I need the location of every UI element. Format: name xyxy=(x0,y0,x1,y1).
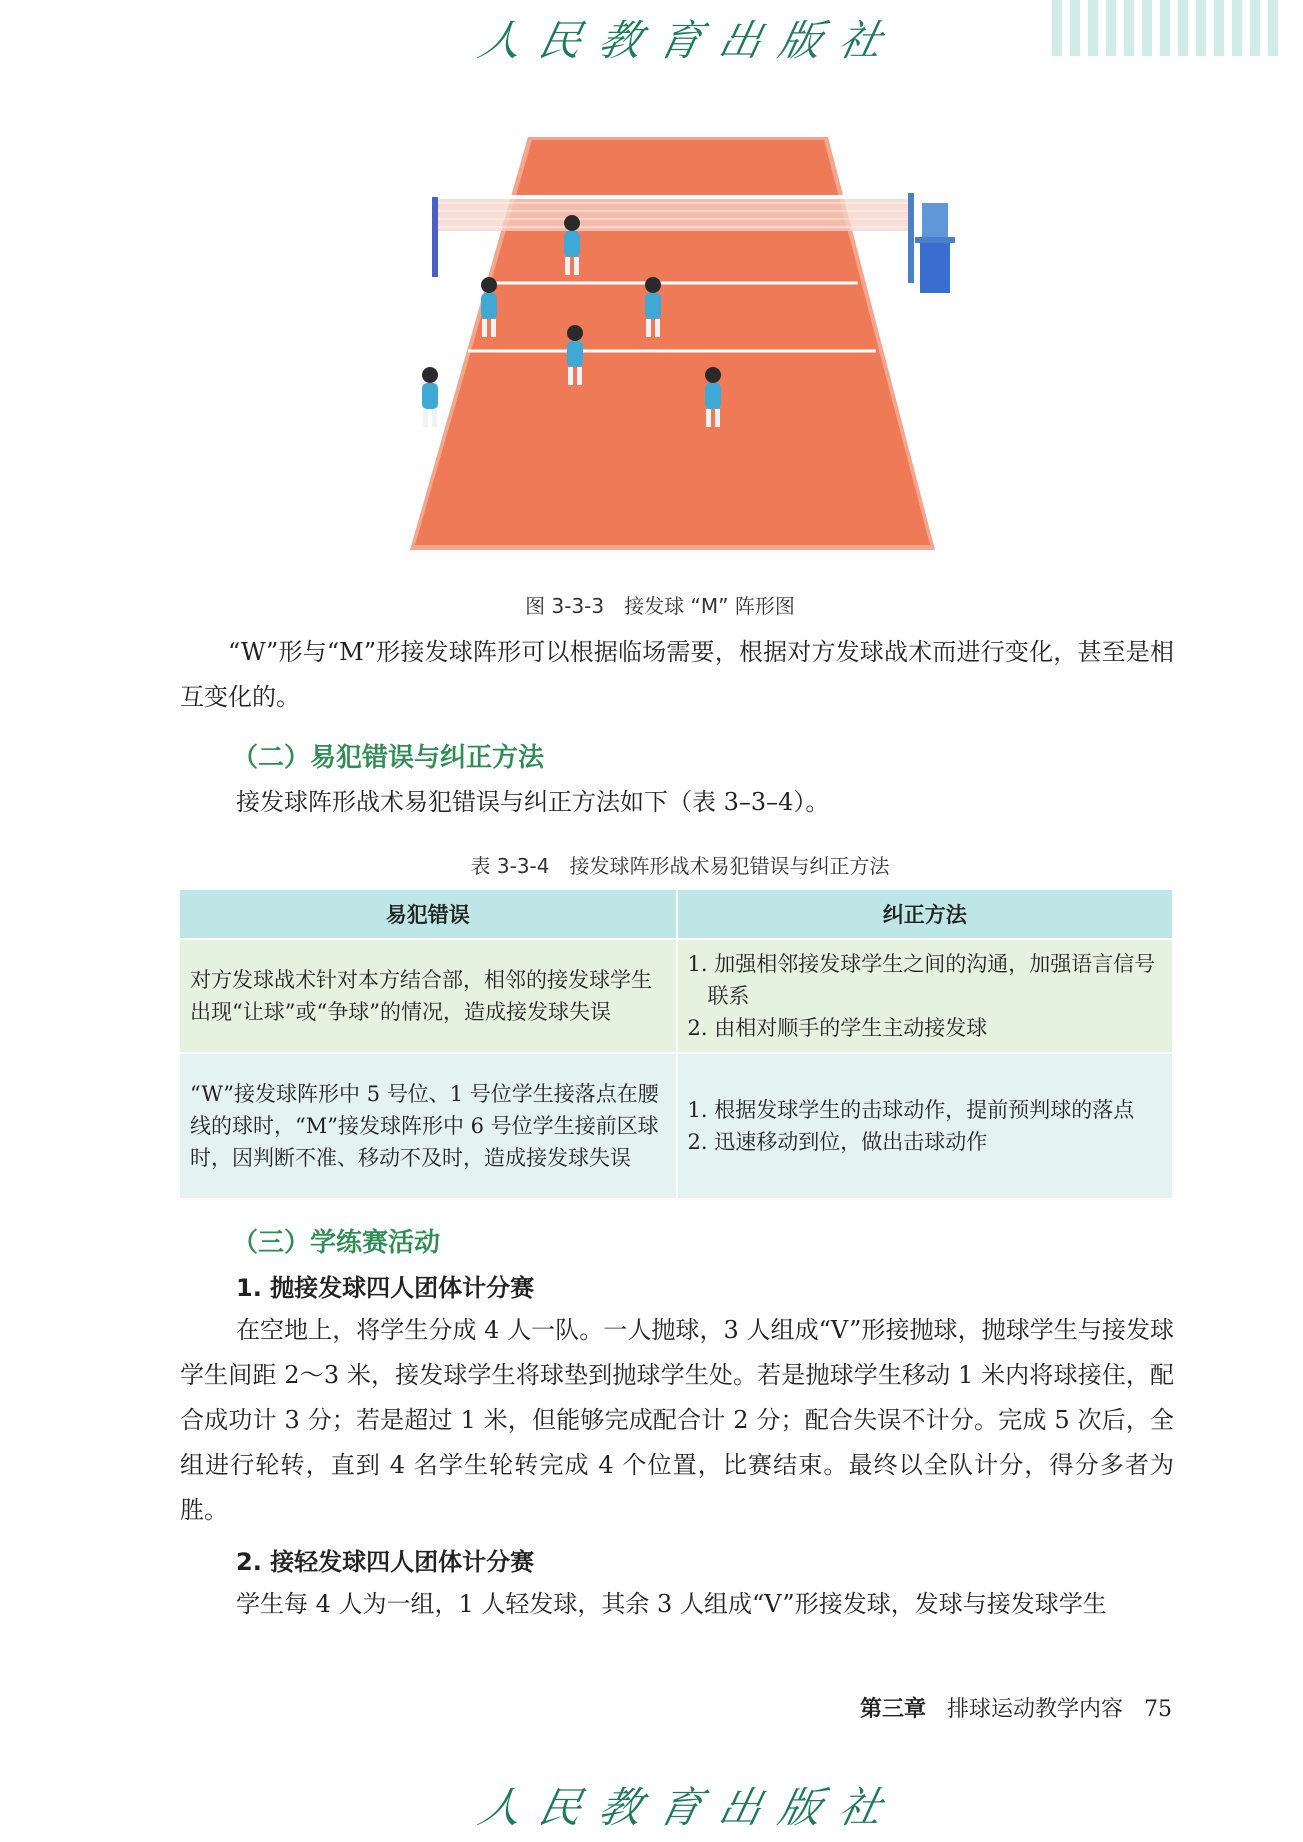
footer-chapter: 第三章 xyxy=(860,1697,927,1722)
figure-caption: 图 3-3-3 接发球 “M” 阵形图 xyxy=(525,594,795,618)
fix-item: 2. 迅速移动到位，做出击球动作 xyxy=(687,1130,988,1154)
net xyxy=(432,197,912,231)
net-top-band xyxy=(432,195,912,199)
net-pole-left xyxy=(432,197,438,277)
table-cell-error: 对方发球战术针对本方结合部，相邻的接发球学生出现“让球”或“争球”的情况，造成接发球失误 xyxy=(180,939,677,1053)
page-footer xyxy=(860,1692,1172,1723)
volleyball-court-figure xyxy=(400,125,960,560)
fix-item: 1. 加强相邻接发球学生之间的沟通，加强语言信号联系 xyxy=(687,952,1156,1008)
table-header-fix: 纠正方法 xyxy=(677,890,1173,939)
footer-chapter-title: 排球运动教学内容 xyxy=(947,1697,1124,1722)
table-cell-fix xyxy=(677,1053,1173,1198)
publisher-logo-bottom: 人民教育出版社 xyxy=(474,1783,905,1832)
table-row xyxy=(180,1053,1173,1198)
referee-stand xyxy=(915,203,955,293)
publisher-logo-top: 人民教育出版社 xyxy=(474,16,905,65)
page-number: 75 xyxy=(1144,1697,1173,1722)
net-pole-right xyxy=(908,193,914,283)
activity-2-text: 学生每 4 人为一组，1 人轻发球，其余 3 人组成“V”形接发球，发球与接发球学生 xyxy=(236,1590,1107,1618)
table-header-error: 易犯错误 xyxy=(180,890,677,939)
fix-item: 2. 由相对顺手的学生主动接发球 xyxy=(687,1016,988,1040)
player-5 xyxy=(422,367,438,427)
fix-item: 1. 根据发球学生的击球动作，提前预判球的落点 xyxy=(687,1098,1135,1122)
activity-1-title: 1. 抛接发球四人团体计分赛 xyxy=(236,1274,535,1302)
table-cell-fix xyxy=(677,939,1173,1053)
section-title-activities: （三）学练赛活动 xyxy=(232,1228,441,1258)
table-row xyxy=(180,939,1173,1053)
header-stripes xyxy=(1052,0,1278,56)
section-title-errors: （二）易犯错误与纠正方法 xyxy=(232,743,545,773)
table-caption: 表 3-3-4 接发球阵形战术易犯错误与纠正方法 xyxy=(470,854,890,878)
section-lead: 接发球阵形战术易犯错误与纠正方法如下（表 3–3–4）。 xyxy=(236,788,830,816)
error-correction-table xyxy=(180,890,1174,1198)
activity-1-text: 在空地上，将学生分成 4 人一队。一人抛球，3 人组成“V”形接抛球，抛球学生与接发球学生间距 2～3 米，接发球学生将球垫到抛球学生处。若是抛球学生移动 1 米内将球接住，配合成功计 3 分；若是超过 1 米，但能够完成配合计 2 分；配合失误不计分。完成 5 次后，全组进行轮转，直到 4 名学生轮转完成 4 个位置，比赛结束。最终以全队计分，得分多者为胜。 xyxy=(180,1316,1174,1524)
table-cell-error: “W”接发球阵形中 5 号位、1 号位学生接落点在腰线的球时，“M”接发球阵形中 6 号位学生接前区球时，因判断不准、移动不及时，造成接发球失误 xyxy=(180,1053,677,1198)
activity-2-title: 2. 接轻发球四人团体计分赛 xyxy=(236,1548,535,1576)
intro-paragraph: “W”形与“M”形接发球阵形可以根据临场需要，根据对方发球战术而进行变化，甚至是相互变化的。 xyxy=(180,638,1174,711)
